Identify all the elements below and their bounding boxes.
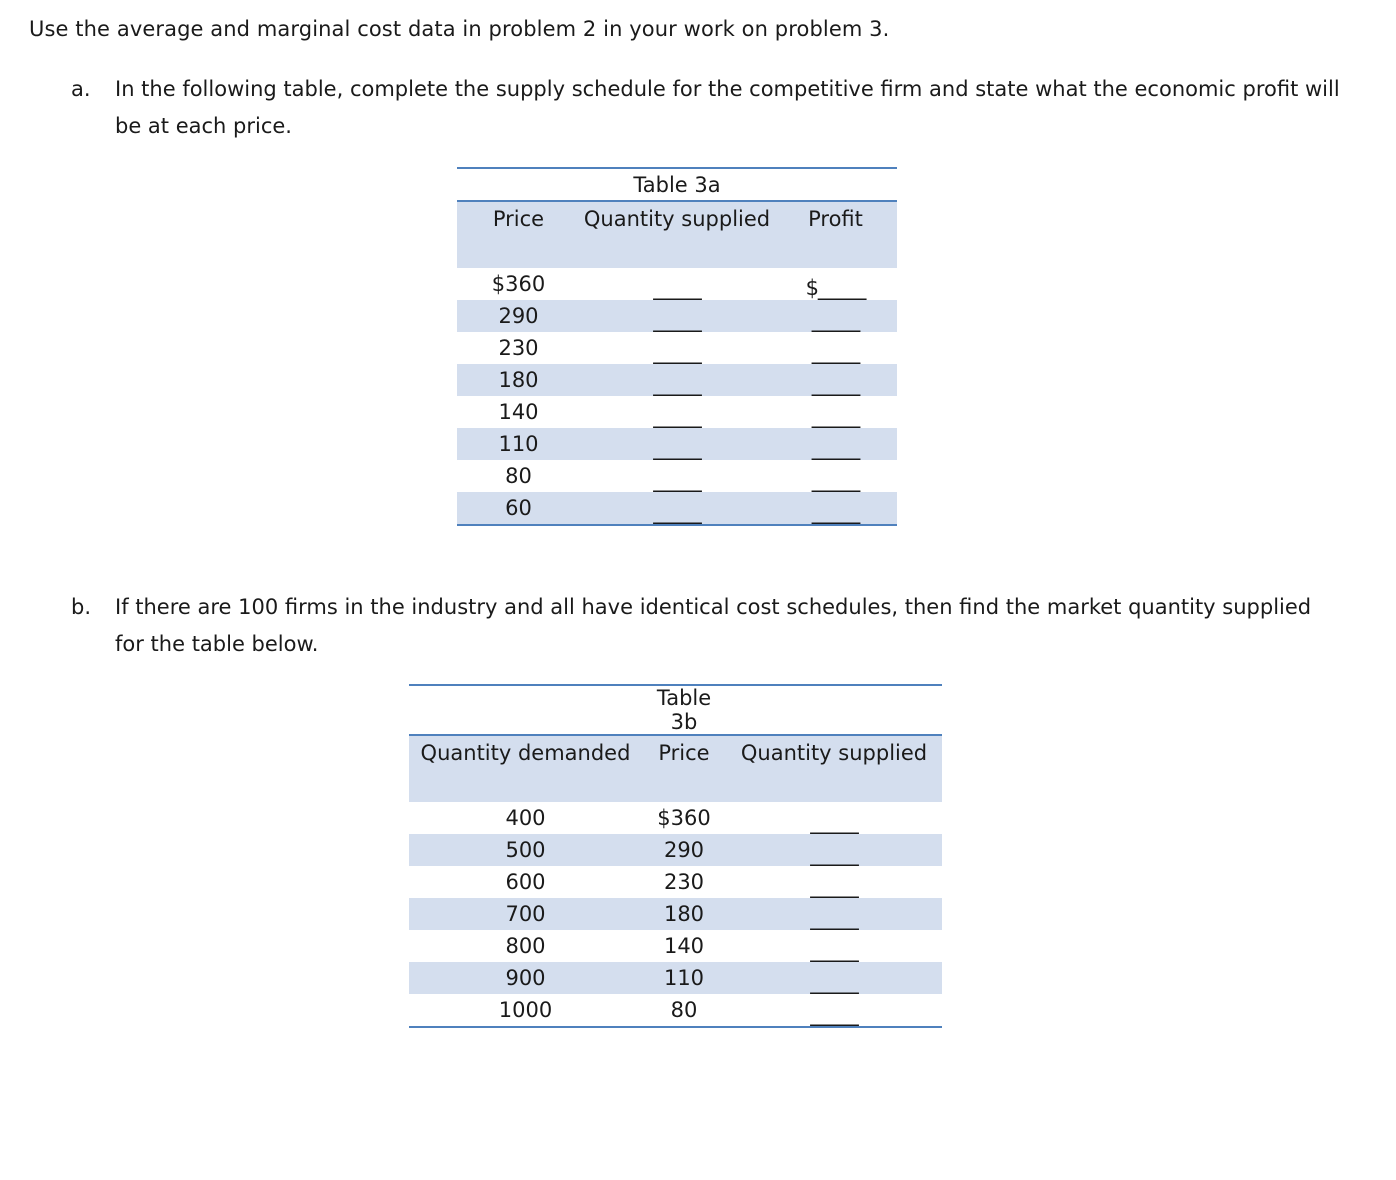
price-cell: 290 (457, 300, 580, 332)
table-3a-header-quantity-supplied: Quantity supplied (580, 201, 774, 268)
profit-blank[interactable]: _____ (811, 340, 860, 364)
quantity-demanded-cell: 800 (505, 934, 546, 958)
price-cell: 290 (642, 834, 726, 866)
table-3b-caption: Table 3b (642, 685, 726, 735)
price-cell: 140 (498, 400, 539, 424)
quantity-supplied-blank[interactable]: _____ (810, 970, 858, 994)
part-b-text: If there are 100 firms in the industry and all have identical cost schedules, then find the market quantity supplied for the table below. (115, 595, 1312, 656)
table-3a-header-profit: Profit (774, 201, 897, 268)
quantity-blank[interactable]: _____ (653, 468, 701, 492)
quantity-demanded-cell: 400 (505, 806, 546, 830)
table-row (409, 994, 942, 1027)
quantity-supplied-blank[interactable]: _____ (810, 1002, 858, 1026)
quantity-demanded-cell: 500 (409, 834, 642, 866)
quantity-supplied-blank[interactable]: _____ (810, 842, 858, 866)
table-3b-header-price: Price (642, 735, 726, 802)
part-a-text: In the following table, complete the supply schedule for the competitive firm and state what the economic profit will be at each price. (115, 77, 1340, 138)
table-row (409, 866, 942, 898)
price-cell: 180 (642, 898, 726, 930)
profit-blank[interactable]: _____ (811, 436, 860, 460)
price-cell: 110 (642, 962, 726, 994)
price-cell: 230 (663, 870, 705, 894)
quantity-demanded-cell: 600 (505, 870, 546, 894)
table-row (409, 962, 942, 994)
table-3a-caption: Table 3a (580, 168, 774, 201)
quantity-demanded-cell: 1000 (409, 994, 642, 1027)
part-b-marker: b. (71, 595, 92, 619)
table-row (409, 930, 942, 962)
table-row (409, 802, 942, 834)
table-row (409, 834, 942, 866)
profit-blank[interactable]: _____ (811, 404, 860, 428)
table-3b-header-quantity-supplied: Quantity supplied (726, 735, 942, 802)
intro-text: Use the average and marginal cost data in problem 2 in your work on problem 3. (29, 17, 890, 41)
table-3a (457, 167, 897, 526)
quantity-blank[interactable]: _____ (653, 308, 701, 332)
quantity-blank[interactable]: _____ (653, 372, 701, 396)
price-cell: $360 (657, 806, 711, 830)
price-cell: 60 (457, 492, 580, 525)
quantity-blank[interactable]: _____ (653, 340, 701, 364)
profit-blank[interactable]: _____ (811, 500, 860, 524)
table-row (457, 492, 897, 525)
quantity-blank[interactable]: _____ (653, 436, 701, 460)
price-cell: $360 (491, 272, 546, 296)
profit-blank[interactable]: $_____ (805, 276, 866, 300)
table-row (457, 364, 897, 396)
price-cell: 140 (663, 934, 705, 958)
quantity-supplied-blank[interactable]: _____ (810, 810, 858, 834)
quantity-supplied-blank[interactable]: _____ (810, 906, 858, 930)
price-cell: 80 (505, 464, 532, 488)
table-row (409, 898, 942, 930)
table-3a-header-price: Price (457, 201, 580, 268)
quantity-blank[interactable]: _____ (653, 500, 701, 524)
table-row (457, 460, 897, 492)
quantity-demanded-cell: 700 (409, 898, 642, 930)
part-a-marker: a. (71, 77, 91, 101)
price-cell: 110 (457, 428, 580, 460)
table-row (457, 396, 897, 428)
table-row (457, 300, 897, 332)
table-row (457, 428, 897, 460)
quantity-demanded-cell: 900 (409, 962, 642, 994)
profit-blank[interactable]: _____ (811, 372, 860, 396)
quantity-blank[interactable]: _____ (653, 404, 701, 428)
quantity-blank[interactable]: _____ (653, 276, 701, 300)
table-row (457, 332, 897, 364)
profit-blank[interactable]: _____ (811, 468, 860, 492)
quantity-supplied-blank[interactable]: _____ (810, 874, 858, 898)
price-cell: 80 (642, 994, 726, 1027)
table-3b (409, 684, 942, 1028)
price-cell: 180 (457, 364, 580, 396)
quantity-supplied-blank[interactable]: _____ (810, 938, 858, 962)
table-row (457, 268, 897, 300)
table-3b-header-quantity-demanded: Quantity demanded (409, 735, 642, 802)
profit-blank[interactable]: _____ (811, 308, 860, 332)
price-cell: 230 (498, 336, 539, 360)
